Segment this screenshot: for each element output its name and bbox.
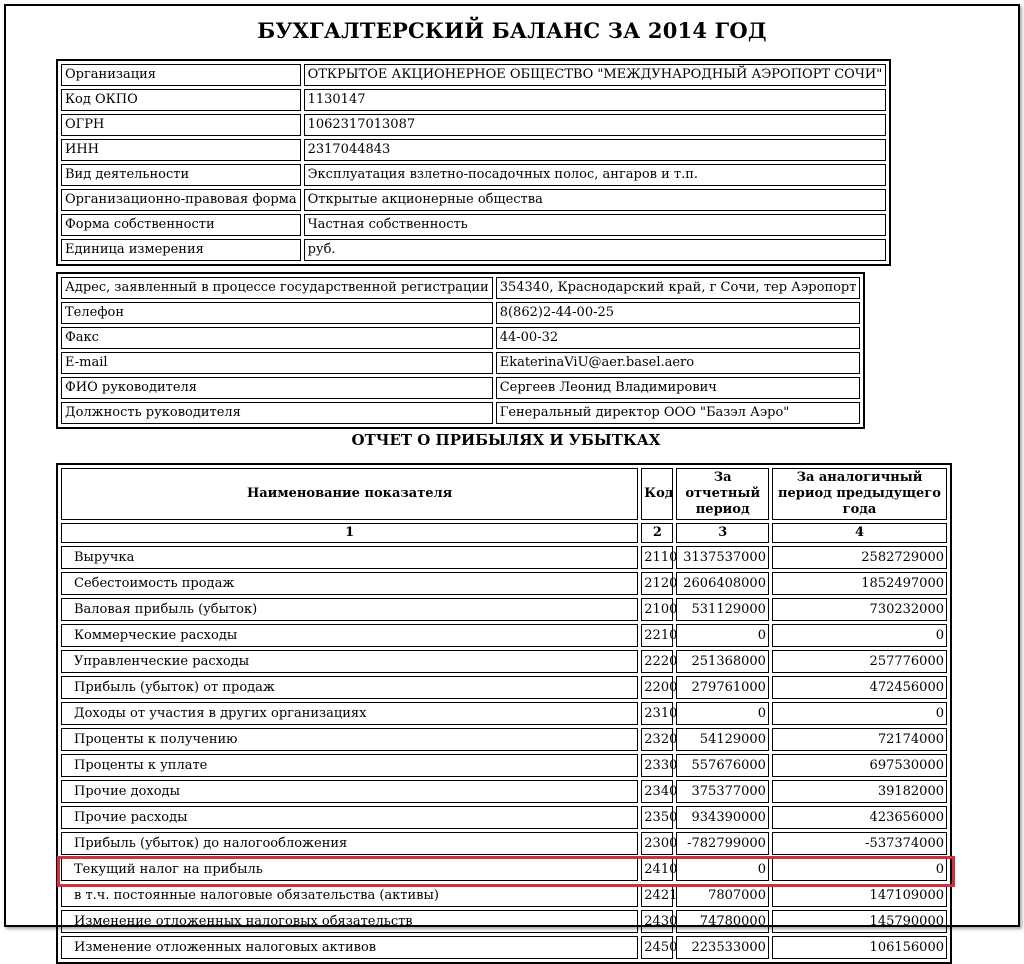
current-period-value: 7807000 — [676, 884, 769, 907]
document-frame — [4, 4, 1020, 955]
indicator-code: 2340 — [641, 780, 673, 803]
field-label: ИНН — [61, 139, 301, 161]
current-period-value: 3137537000 — [676, 546, 769, 569]
report-title: ОТЧЕТ О ПРИБЫЛЯХ И УБЫТКАХ — [351, 431, 661, 449]
current-period-value: 223533000 — [676, 936, 769, 959]
contact-info-row — [61, 352, 860, 374]
field-value: 8(862)2-44-00-25 — [496, 302, 861, 324]
field-label: E-mail — [61, 352, 493, 374]
previous-period-value: 145790000 — [772, 910, 947, 933]
field-value: ОТКРЫТОЕ АКЦИОНЕРНОЕ ОБЩЕСТВО "МЕЖДУНАРОДНЫЙ АЭРОПОРТ СОЧИ" — [304, 64, 887, 86]
page-title: БУХГАЛТЕРСКИЙ БАЛАНС ЗА 2014 ГОД — [257, 18, 767, 43]
previous-period-value: 106156000 — [772, 936, 947, 959]
table-row — [61, 546, 947, 569]
field-label: Телефон — [61, 302, 493, 324]
field-label: Организация — [61, 64, 301, 86]
header-code: Код — [641, 468, 673, 520]
field-value: Частная собственность — [304, 214, 887, 236]
indicator-code: 2330 — [641, 754, 673, 777]
previous-period-value: 423656000 — [772, 806, 947, 829]
indicator-name: Доходы от участия в других организациях — [61, 702, 638, 725]
previous-period-value: 472456000 — [772, 676, 947, 699]
previous-period-value: 730232000 — [772, 598, 947, 621]
table-row — [61, 650, 947, 673]
current-period-value: 54129000 — [676, 728, 769, 751]
field-value: 1062317013087 — [304, 114, 887, 136]
indicator-name: в т.ч. постоянные налоговые обязательства (активы) — [61, 884, 638, 907]
indicator-code: 2100 — [641, 598, 673, 621]
column-number: 1 — [61, 523, 638, 543]
current-period-value: 0 — [676, 858, 769, 881]
indicator-name: Выручка — [61, 546, 638, 569]
indicator-code: 2300 — [641, 832, 673, 855]
field-value: 2317044843 — [304, 139, 887, 161]
table-row — [61, 780, 947, 803]
field-value: 44-00-32 — [496, 327, 861, 349]
org-info-row — [61, 64, 886, 86]
field-label: Организационно-правовая форма — [61, 189, 301, 211]
current-period-value: 279761000 — [676, 676, 769, 699]
field-label: ФИО руководителя — [61, 377, 493, 399]
field-value: 1130147 — [304, 89, 887, 111]
table-row — [61, 832, 947, 855]
indicator-name: Прочие доходы — [61, 780, 638, 803]
field-label: ОГРН — [61, 114, 301, 136]
current-period-value: -782799000 — [676, 832, 769, 855]
indicator-name: Проценты к уплате — [61, 754, 638, 777]
indicator-name: Проценты к получению — [61, 728, 638, 751]
table-row — [61, 598, 947, 621]
previous-period-value: 697530000 — [772, 754, 947, 777]
table-row — [61, 702, 947, 725]
indicator-code: 2450 — [641, 936, 673, 959]
table-row — [61, 884, 947, 907]
indicator-code: 2200 — [641, 676, 673, 699]
indicator-code: 2421 — [641, 884, 673, 907]
previous-period-value: 39182000 — [772, 780, 947, 803]
previous-period-value: 147109000 — [772, 884, 947, 907]
current-period-value: 0 — [676, 624, 769, 647]
table-row — [61, 676, 947, 699]
header-current-period: За отчетный период — [676, 468, 769, 520]
previous-period-value: 0 — [772, 858, 947, 881]
header-row — [61, 468, 947, 520]
indicator-code: 2430 — [641, 910, 673, 933]
current-period-value: 934390000 — [676, 806, 769, 829]
previous-period-value: 0 — [772, 624, 947, 647]
field-label: Форма собственности — [61, 214, 301, 236]
field-value: EkaterinaViU@aer.basel.aero — [496, 352, 861, 374]
indicator-name: Изменение отложенных налоговых обязательств — [61, 910, 638, 933]
indicator-code: 2210 — [641, 624, 673, 647]
table-row — [61, 572, 947, 595]
field-label: Код ОКПО — [61, 89, 301, 111]
org-info-row — [61, 114, 886, 136]
org-info-row — [61, 189, 886, 211]
indicator-name: Прочие расходы — [61, 806, 638, 829]
table-row — [61, 728, 947, 751]
contact-info-row — [61, 327, 860, 349]
previous-period-value: 1852497000 — [772, 572, 947, 595]
field-label: Адрес, заявленный в процессе государственной регистрации — [61, 277, 493, 299]
table-row-highlighted — [61, 858, 947, 881]
field-label: Факс — [61, 327, 493, 349]
field-label: Единица измерения — [61, 239, 301, 261]
previous-period-value: 2582729000 — [772, 546, 947, 569]
table-row — [61, 936, 947, 959]
indicator-code: 2220 — [641, 650, 673, 673]
indicator-name: Коммерческие расходы — [61, 624, 638, 647]
header-previous-period: За аналогичный период предыдущего года — [772, 468, 947, 520]
contact-info-row — [61, 377, 860, 399]
indicator-code: 2320 — [641, 728, 673, 751]
field-label: Вид деятельности — [61, 164, 301, 186]
column-number: 2 — [641, 523, 673, 543]
field-label: Должность руководителя — [61, 402, 493, 424]
field-value: Открытые акционерные общества — [304, 189, 887, 211]
org-info-row — [61, 139, 886, 161]
current-period-value: 0 — [676, 702, 769, 725]
current-period-value: 2606408000 — [676, 572, 769, 595]
indicator-name: Управленческие расходы — [61, 650, 638, 673]
profit-loss-table — [56, 463, 952, 964]
current-period-value: 531129000 — [676, 598, 769, 621]
field-value: Генеральный директор ООО "Базэл Аэро" — [496, 402, 861, 424]
field-value: 354340, Краснодарский край, г Сочи, тер Аэропорт — [496, 277, 861, 299]
column-number: 3 — [676, 523, 769, 543]
table-row — [61, 624, 947, 647]
field-value: Сергеев Леонид Владимирович — [496, 377, 861, 399]
indicator-code: 2310 — [641, 702, 673, 725]
previous-period-value: -537374000 — [772, 832, 947, 855]
field-value: руб. — [304, 239, 887, 261]
header-name: Наименование показателя — [61, 468, 638, 520]
contact-info-table — [56, 272, 865, 429]
indicator-name: Валовая прибыль (убыток) — [61, 598, 638, 621]
column-number-row — [61, 523, 947, 543]
current-period-value: 74780000 — [676, 910, 769, 933]
org-info-row — [61, 164, 886, 186]
previous-period-value: 72174000 — [772, 728, 947, 751]
indicator-code: 2350 — [641, 806, 673, 829]
indicator-name: Прибыль (убыток) от продаж — [61, 676, 638, 699]
field-value: Эксплуатация взлетно-посадочных полос, ангаров и т.п. — [304, 164, 887, 186]
table-row — [61, 754, 947, 777]
contact-info-row — [61, 302, 860, 324]
column-number: 4 — [772, 523, 947, 543]
contact-info-row — [61, 277, 860, 299]
indicator-code: 2110 — [641, 546, 673, 569]
previous-period-value: 257776000 — [772, 650, 947, 673]
org-info-row — [61, 214, 886, 236]
table-row — [61, 910, 947, 933]
indicator-code: 2410 — [641, 858, 673, 881]
indicator-name: Прибыль (убыток) до налогообложения — [61, 832, 638, 855]
current-period-value: 251368000 — [676, 650, 769, 673]
indicator-name: Себестоимость продаж — [61, 572, 638, 595]
indicator-name: Изменение отложенных налоговых активов — [61, 936, 638, 959]
contact-info-row — [61, 402, 860, 424]
indicator-name: Текущий налог на прибыль — [61, 858, 638, 881]
current-period-value: 375377000 — [676, 780, 769, 803]
organization-info-table — [56, 59, 891, 266]
indicator-code: 2120 — [641, 572, 673, 595]
org-info-row — [61, 239, 886, 261]
table-row — [61, 806, 947, 829]
org-info-row — [61, 89, 886, 111]
previous-period-value: 0 — [772, 702, 947, 725]
current-period-value: 557676000 — [676, 754, 769, 777]
